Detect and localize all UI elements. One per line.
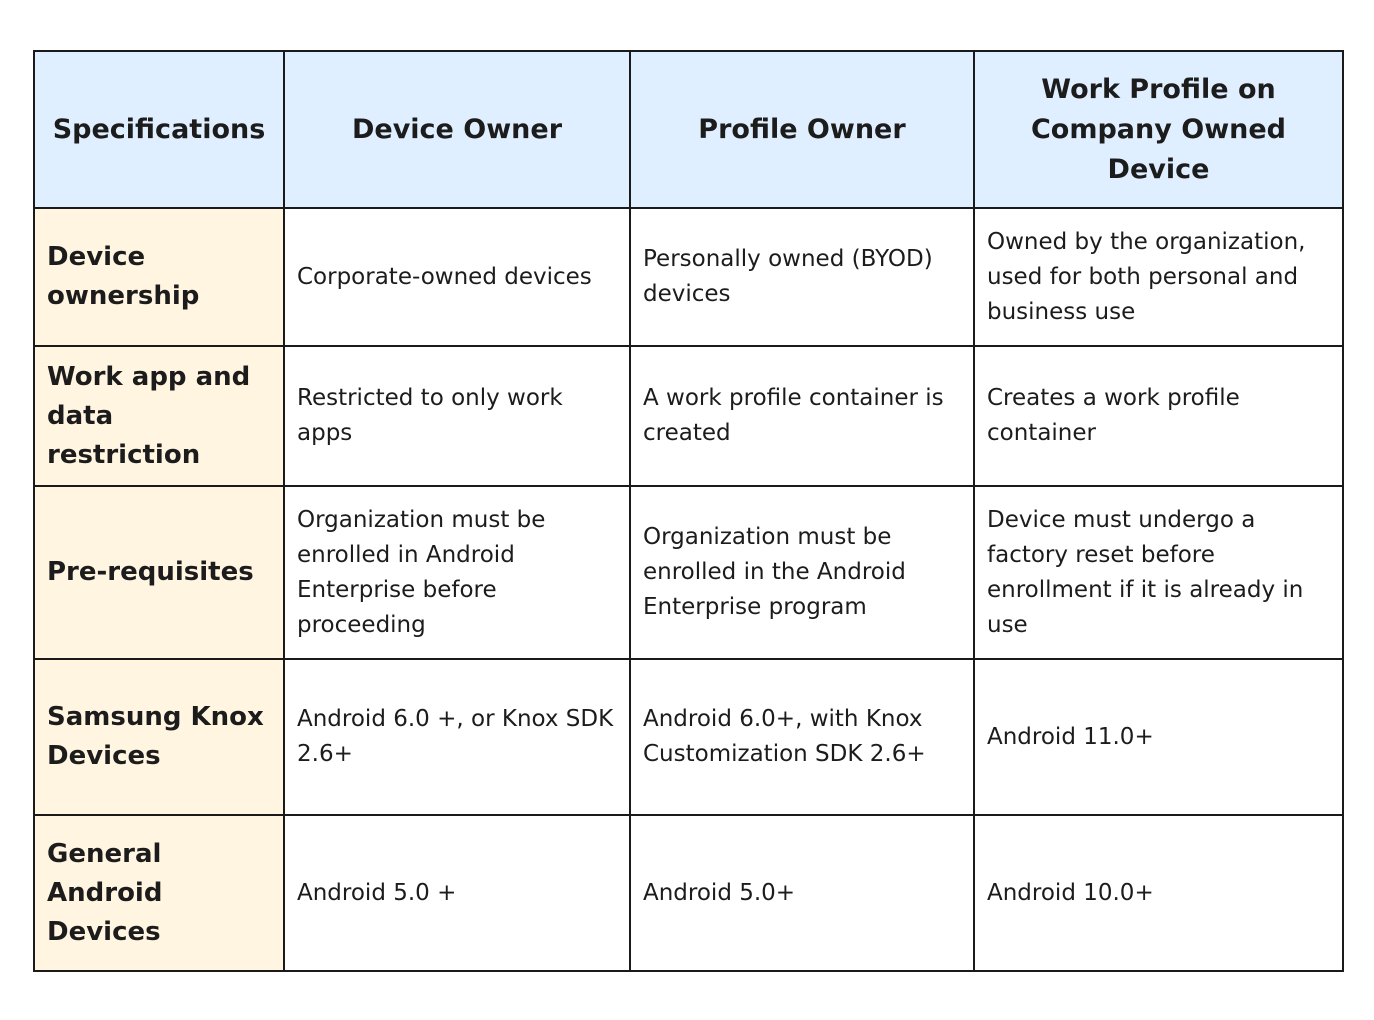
row-label-work-app-data-restriction: Work app and data restriction [34, 346, 284, 486]
row-label-pre-requisites: Pre-requisites [34, 486, 284, 659]
cell-work-profile: Device must undergo a factory reset before enrollment if it is already in use [974, 486, 1343, 659]
header-row [34, 51, 1343, 208]
cell-profile-owner: Android 5.0+ [630, 815, 974, 971]
header-work-profile-company-owned: Work Profile on Company Owned Device [974, 51, 1343, 208]
table-header [34, 51, 1343, 208]
row-label-general-android-devices: General Android Devices [34, 815, 284, 971]
cell-device-owner: Android 5.0 + [284, 815, 630, 971]
cell-device-owner: Android 6.0 +, or Knox SDK 2.6+ [284, 659, 630, 815]
header-specifications: Specifications [34, 51, 284, 208]
cell-device-owner: Restricted to only work apps [284, 346, 630, 486]
table-row [34, 815, 1343, 971]
cell-profile-owner: Personally owned (BYOD) devices [630, 208, 974, 346]
header-profile-owner: Profile Owner [630, 51, 974, 208]
cell-work-profile: Owned by the organization, used for both personal and business use [974, 208, 1343, 346]
cell-profile-owner: A work profile container is created [630, 346, 974, 486]
cell-profile-owner: Android 6.0+, with Knox Customization SDK 2.6+ [630, 659, 974, 815]
table-row [34, 208, 1343, 346]
cell-work-profile: Android 10.0+ [974, 815, 1343, 971]
header-device-owner: Device Owner [284, 51, 630, 208]
cell-device-owner: Corporate-owned devices [284, 208, 630, 346]
cell-device-owner: Organization must be enrolled in Android Enterprise before proceeding [284, 486, 630, 659]
row-label-device-ownership: Device ownership [34, 208, 284, 346]
table-row [34, 486, 1343, 659]
comparison-table-container [33, 50, 1342, 970]
cell-work-profile: Android 11.0+ [974, 659, 1343, 815]
cell-work-profile: Creates a work profile container [974, 346, 1343, 486]
android-enrollment-comparison-table [33, 50, 1344, 972]
table-row [34, 346, 1343, 486]
row-label-samsung-knox-devices: Samsung Knox Devices [34, 659, 284, 815]
cell-profile-owner: Organization must be enrolled in the Android Enterprise program [630, 486, 974, 659]
table-body [34, 208, 1343, 971]
table-row [34, 659, 1343, 815]
